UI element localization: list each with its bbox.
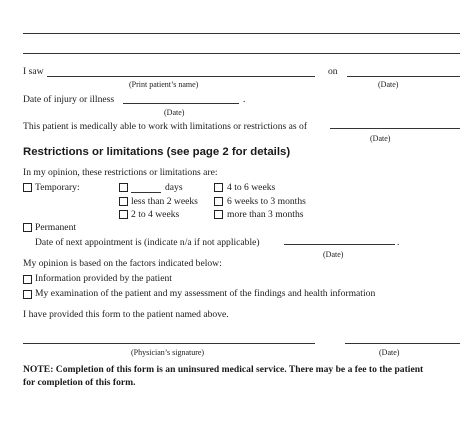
four-to-six-weeks-checkbox[interactable] [214,183,223,192]
signature-date-field[interactable] [345,343,460,344]
permanent-label: Permanent [35,222,77,233]
information-label: Information provided by the patient [35,273,172,284]
six-weeks-to-three-months-checkbox[interactable] [214,197,223,206]
information-checkbox[interactable] [23,275,32,284]
on-label: on [328,66,338,77]
basis-intro: My opinion is based on the factors indicated below: [23,258,222,269]
four-to-six-weeks-label: 4 to 6 weeks [227,182,276,193]
next-appointment-label: Date of next appointment is (indicate n/a if not applicable) [35,237,260,248]
temporary-checkbox[interactable] [23,183,32,192]
provided-statement: I have provided this form to the patient named above. [23,309,229,320]
injury-date-label: Date of injury or illness [23,94,115,105]
signature-date-caption: (Date) [379,348,400,357]
note-line-2: for completion of this form. [23,377,136,388]
injury-date-period: . [243,94,246,105]
six-weeks-to-three-months-label: 6 weeks to 3 months [227,196,306,207]
restrictions-intro: In my opinion, these restrictions or limitations are: [23,167,218,178]
two-to-four-weeks-checkbox[interactable] [119,210,128,219]
days-field[interactable] [131,192,161,193]
saw-date-field[interactable] [347,76,460,77]
less-than-two-weeks-checkbox[interactable] [119,197,128,206]
temporary-label: Temporary: [35,182,80,193]
patient-name-caption: (Print patient’s name) [129,80,199,89]
more-than-three-months-checkbox[interactable] [214,210,223,219]
days-label: days [165,182,183,193]
medically-able-date-field[interactable] [330,128,460,129]
i-saw-label: I saw [23,66,44,77]
restrictions-heading: Restrictions or limitations (see page 2 for details) [23,146,291,158]
next-appointment-date-field[interactable] [284,244,395,245]
days-checkbox[interactable] [119,183,128,192]
two-to-four-weeks-label: 2 to 4 weeks [131,209,180,220]
physician-signature-field[interactable] [23,343,315,344]
examination-label: My examination of the patient and my assessment of the findings and health information [35,288,376,299]
more-than-three-months-label: more than 3 months [227,209,304,220]
examination-checkbox[interactable] [23,290,32,299]
injury-date-caption: (Date) [164,108,185,117]
next-appointment-period: . [397,237,400,248]
less-than-two-weeks-label: less than 2 weeks [131,196,198,207]
medically-able-label: This patient is medically able to work with limitations or restrictions as of [23,121,308,132]
patient-name-field[interactable] [47,76,315,77]
next-appointment-date-caption: (Date) [323,250,344,259]
note-line-1: NOTE: Completion of this form is an uninsured medical service. There may be a fee to the patient [23,364,424,375]
top-rule-1 [23,33,460,34]
top-rule-2 [23,53,460,54]
injury-date-field[interactable] [123,103,239,104]
saw-date-caption: (Date) [378,80,399,89]
permanent-checkbox[interactable] [23,223,32,232]
physician-signature-caption: (Physician’s signature) [131,348,205,357]
medically-able-date-caption: (Date) [370,134,391,143]
